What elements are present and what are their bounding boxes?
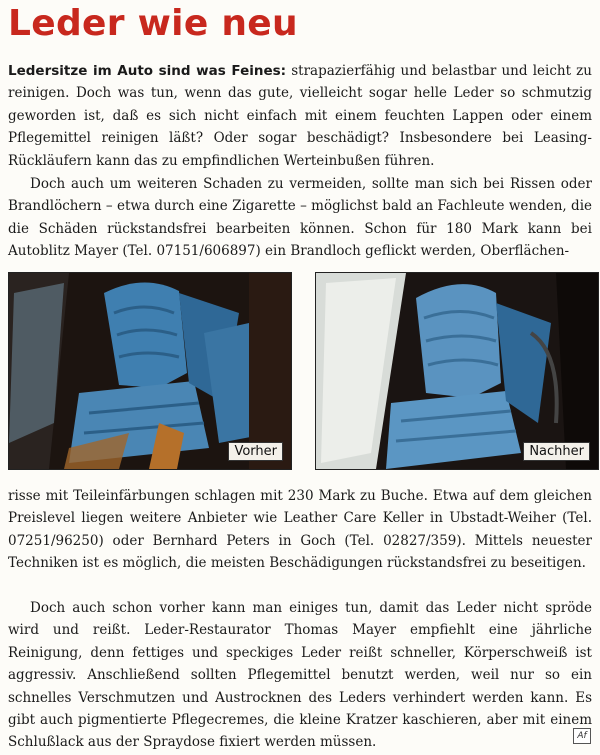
intro-text: strapazierfähig und belastbar und leicht zu reinigen. Doch was tun, wenn das gute, vielleicht sogar helle Leder so schmutzig geworden ist, daß es sich nicht einfach mit einem feuchten Lappen oder einem Pflegemittel reinigen läßt? Oder sogar beschädigt? Insbesondere bei Leasing-Rückläufern kann das zu empfindlichen Werteinbußen führen. — [8, 63, 592, 169]
photo-before — [8, 272, 292, 470]
paragraph-prices: risse mit Teileinfärbungen schlagen mit 230 Mark zu Buche. Etwa auf dem gleichen Preislevel liegen weitere Anbieter wie Leather Care Keller in Ubstadt-Weiher (Tel. 07251/96250) oder Bernhard Peters in Goch (Tel. 02827/359). Mittels neuester Techniken ist es möglich, die meisten Beschädigungen rückstandsfrei zu beseitigen. — [8, 488, 592, 572]
caption-after: Nachher — [523, 442, 590, 461]
publisher-logo: Af — [573, 728, 591, 744]
lead-bold-text: Ledersitze im Auto sind was Feines: — [8, 63, 287, 79]
paragraph-care: Doch auch schon vorher kann man einiges tun, damit das Leder nicht spröde wird und reißt. Leder-Restaurator Thomas Mayer empfiehlt eine jährliche Reinigung, denn fettiges und speckiges Leder reißt schneller, Körperschweiß ist aggressiv. Anschließend sollten Pflegemittel benutzt werden, weil nur so ein schnelles Verschmutzen und Austrocknen des Leders verhindert werden kann. Es gibt auch pigmentierte Pflegecremes, die kleine Kratzer kaschieren, aber mit einem Schlußlack aus der Spraydose fixiert werden müssen. — [8, 600, 592, 751]
caption-before: Vorher — [228, 442, 283, 461]
photo-after — [315, 272, 599, 470]
restored-seat-illustration — [316, 273, 598, 469]
paragraph-damage: Doch auch um weiteren Schaden zu vermeiden, sollte man sich bei Rissen oder Brandlöchern – etwa durch eine Zigarette – möglichst bald an Fachleute wenden, die die Schäden rückstandsfrei bearbeiten können. Schon für 180 Mark kann bei Autoblitz Mayer (Tel. 07151/606897) ein Brandloch geflickt werden, Oberflächen- — [8, 176, 592, 260]
damaged-seat-illustration — [9, 273, 291, 469]
paragraph-intro — [8, 60, 592, 172]
article-title: Leder wie neu — [8, 3, 298, 44]
